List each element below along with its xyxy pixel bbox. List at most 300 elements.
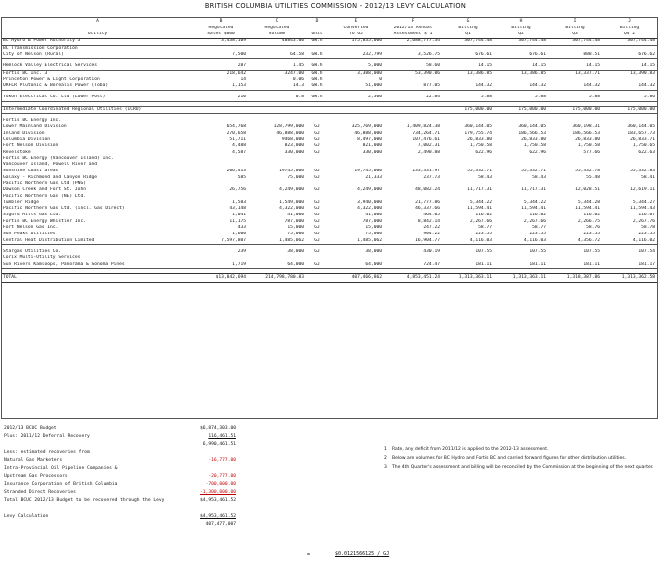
cell: Fortis BC Energy (Vancouver Island) Inc. bbox=[3, 155, 114, 161]
cell: 237.73 bbox=[423, 174, 440, 180]
cell: $13,842,694 bbox=[194, 274, 248, 283]
cell: 360,144.05 bbox=[627, 124, 655, 130]
column-letters-row bbox=[2, 18, 657, 26]
cell: 3,940,000 bbox=[357, 200, 382, 205]
footnote-number: 1 bbox=[384, 447, 387, 452]
cell: 1,313,363.11 bbox=[442, 274, 494, 283]
cell: GJ bbox=[314, 249, 320, 254]
cell: 13,386.85 bbox=[521, 70, 546, 76]
cell: 5,344.28 bbox=[577, 200, 600, 205]
cell: Inland Division bbox=[3, 130, 45, 136]
cell: GW.h bbox=[306, 63, 328, 70]
cell: Fortis BC Inc. 3 bbox=[3, 70, 48, 76]
cell: GJ bbox=[314, 124, 320, 130]
cell: ORFLR Plutonic & Borealis Power (Toba) bbox=[2, 83, 194, 90]
cell: 116.02 bbox=[583, 212, 600, 218]
cell bbox=[602, 45, 657, 52]
cell: 75,000 bbox=[287, 174, 304, 180]
cell: 218,642 bbox=[226, 70, 246, 76]
cell bbox=[306, 45, 328, 52]
cell: 2,688,777.34 bbox=[384, 38, 442, 45]
cell: Intermediate Coordinated Regional Utilities (ICRU) bbox=[2, 106, 194, 113]
cell: Billing bbox=[511, 26, 531, 31]
cell bbox=[248, 106, 306, 113]
cell: Assessment $ 1 bbox=[384, 32, 442, 39]
cell: Pacific Northern Gas (NE) Ltd. bbox=[3, 193, 86, 199]
table-row bbox=[2, 52, 657, 59]
cell: 14.15 bbox=[548, 63, 602, 70]
budget-label: Natural Gas Marketers bbox=[4, 458, 63, 463]
cell: 13,337.71 bbox=[575, 70, 600, 76]
cell bbox=[248, 45, 306, 52]
footnote-text: Rate, any deficit from 2011/12 is applied to the 2012-13 assessment. bbox=[392, 447, 549, 452]
cell: 58.77 bbox=[478, 225, 492, 231]
sheet-title: BRITISH COLUMBIA UTILITIES COMMISSION - 2012/13 LEVY CALCULATION bbox=[204, 2, 467, 10]
cell: Regulated bbox=[208, 26, 234, 31]
cell: 8,842.14 bbox=[417, 218, 440, 224]
cell bbox=[442, 45, 494, 52]
cell: A bbox=[96, 18, 99, 24]
cell: 144.32 bbox=[602, 83, 657, 90]
cell: 821,000 bbox=[362, 143, 382, 149]
cell: 15,000 bbox=[287, 225, 304, 231]
total-row bbox=[2, 274, 657, 283]
cell: 55,332.83 bbox=[630, 168, 655, 174]
cell: 186,566.53 bbox=[518, 130, 546, 136]
cell: 26,756 bbox=[229, 187, 246, 193]
cell: 2,267.76 bbox=[632, 218, 655, 224]
cell: 307,744.48 bbox=[548, 38, 602, 45]
budget-value: -16,777.00 bbox=[208, 458, 236, 463]
cell: Central Heat Distribution Limited bbox=[2, 238, 194, 245]
cell: 7,002.31 bbox=[417, 143, 440, 149]
cell: 16,904.77 bbox=[384, 238, 442, 245]
cell: GJ bbox=[314, 143, 320, 149]
cell: Regulated bbox=[264, 26, 290, 31]
cell: 1,318,387.86 bbox=[548, 274, 602, 283]
budget-label: Total BCUC 2012/13 Budget to be recovered through the Levy bbox=[4, 498, 165, 503]
cell: 1,750.58 bbox=[577, 143, 600, 149]
cell: 9468,000 bbox=[281, 137, 304, 142]
cell: 3,438,109 bbox=[194, 38, 248, 45]
table-row bbox=[2, 38, 657, 45]
cell: GJ bbox=[314, 225, 320, 231]
cell: 270,658 bbox=[226, 130, 246, 136]
cell: 1,313,363.11 bbox=[494, 274, 548, 283]
cell: GJ bbox=[314, 231, 320, 237]
budget-value: $4,953,461.52 bbox=[200, 498, 236, 503]
budget-section bbox=[4, 427, 644, 531]
cell: Pacific Northern Gas Ltd (PNG) bbox=[3, 181, 86, 186]
cell: 676.61 bbox=[442, 52, 494, 59]
table-row bbox=[2, 63, 657, 70]
cell: 186,566.53 bbox=[572, 130, 600, 136]
cell bbox=[194, 106, 248, 113]
cell: 107.55 bbox=[583, 249, 600, 254]
cell: 433 bbox=[237, 225, 246, 231]
cell: 175,000.00 bbox=[602, 106, 657, 113]
cell: 51,711 bbox=[229, 137, 246, 142]
cell: 577.66 bbox=[583, 149, 600, 155]
cell: To GJ bbox=[328, 32, 384, 39]
budget-row bbox=[4, 523, 644, 531]
cell: 55,332.71 bbox=[521, 168, 546, 174]
cell: 622.96 bbox=[475, 149, 492, 155]
table-row bbox=[2, 83, 657, 90]
cell bbox=[328, 106, 384, 113]
cell: 330,000 bbox=[284, 149, 304, 155]
cell: 5,344.22 bbox=[523, 200, 546, 205]
cell: 55,332.78 bbox=[575, 168, 600, 174]
budget-label: Plus: 2011/12 Deferral Recovery bbox=[4, 434, 90, 439]
cell: 5,344.22 bbox=[469, 200, 492, 205]
cell: Corix Multi-Utility Services bbox=[3, 255, 81, 261]
budget-row bbox=[4, 499, 644, 507]
cell: 75,000 bbox=[365, 231, 382, 237]
cell: Q2 bbox=[494, 32, 548, 39]
cell: 307,744.48 bbox=[494, 38, 548, 45]
cell: 307,744.48 bbox=[442, 38, 494, 45]
cell: 116.02 bbox=[529, 212, 546, 218]
cell: 12,619.11 bbox=[630, 187, 655, 193]
cell: 787,000 bbox=[362, 218, 382, 224]
cell: 5.88 bbox=[548, 95, 602, 102]
cell: 3,388,000 bbox=[357, 70, 382, 76]
cell: F bbox=[411, 18, 415, 24]
cell: 21,333 bbox=[365, 174, 382, 180]
cell: 13,390.83 bbox=[630, 70, 655, 76]
cell: C bbox=[275, 18, 279, 24]
cell: 1,750.58 bbox=[469, 143, 492, 149]
budget-row bbox=[4, 427, 644, 435]
budget-label: Intra-Provincial Oil Pipeline Companies & bbox=[4, 466, 118, 471]
cell: 1.45 bbox=[248, 63, 306, 70]
levy-rate: $0.0121566125 / GJ bbox=[335, 551, 390, 557]
budget-value: 116,461.51 bbox=[208, 434, 236, 439]
cell: 877.05 bbox=[384, 83, 442, 90]
cell: 21,777.86 bbox=[415, 200, 440, 205]
cell: 0.06 bbox=[292, 76, 304, 82]
cell: 11,594.41 bbox=[467, 206, 492, 212]
cell: 1,041 bbox=[232, 212, 246, 218]
cell: 676.61 bbox=[494, 52, 548, 59]
cell: 7,500 bbox=[194, 52, 248, 59]
cell bbox=[194, 45, 248, 52]
cell: 1,485,062 bbox=[248, 238, 306, 245]
cell: Q3 bbox=[548, 32, 602, 39]
cell: 19,745,000 bbox=[354, 168, 382, 174]
cell: 0.8 bbox=[248, 95, 306, 102]
cell: GW.h bbox=[311, 70, 323, 76]
notes bbox=[384, 447, 654, 474]
cell: 58.78 bbox=[641, 225, 655, 231]
cell: Tumbler Ridge bbox=[3, 200, 39, 205]
cell: Columbia Division bbox=[3, 137, 51, 142]
footnote-number: 3 bbox=[384, 465, 387, 471]
cell: Converted bbox=[343, 26, 369, 31]
cell: 2,266.75 bbox=[577, 218, 600, 224]
cell: 175,000.00 bbox=[442, 106, 494, 113]
cell: Revelstoke bbox=[3, 149, 31, 155]
cell: 144.32 bbox=[494, 83, 548, 90]
footnote bbox=[384, 465, 654, 471]
cell: 585 bbox=[237, 174, 246, 180]
cell: 22.84 bbox=[384, 95, 442, 102]
cell: 4,116.02 bbox=[602, 238, 657, 245]
cell: 179,755.74 bbox=[464, 130, 492, 136]
cell bbox=[384, 106, 442, 113]
cell: 4,249,000 bbox=[357, 187, 382, 193]
cell: 38,000 bbox=[365, 249, 382, 254]
cell: Fortis BC Energy Inc. bbox=[3, 118, 62, 124]
table-row bbox=[2, 106, 657, 113]
cell: 26,833.80 bbox=[575, 137, 600, 142]
cell: 1,719 bbox=[194, 262, 248, 269]
cell: 1,583 bbox=[232, 200, 246, 205]
cell: 183,657.73 bbox=[627, 130, 655, 136]
cell: 14.15 bbox=[602, 63, 657, 70]
cell: 247.22 bbox=[423, 225, 440, 231]
cell: 2012/13 Annual bbox=[393, 26, 433, 31]
cell: 3247.00 bbox=[284, 70, 304, 76]
cell: 19745,000 bbox=[279, 168, 304, 174]
cell: 223.55 bbox=[475, 231, 492, 237]
cell: 7,597,807 bbox=[194, 238, 248, 245]
cell: 287 bbox=[194, 63, 248, 70]
cell: 53,390.86 bbox=[415, 70, 440, 76]
cell: Sunshine Coast areas bbox=[3, 168, 59, 174]
cell: Unit bbox=[306, 32, 328, 39]
cell: 2,300 bbox=[328, 95, 384, 102]
cell: 5.88 bbox=[494, 95, 548, 102]
cell: 4,322,000 bbox=[357, 206, 382, 212]
cell: 654,768 bbox=[226, 124, 246, 130]
cell: 64,000 bbox=[248, 262, 306, 269]
cell: 175,835,000 bbox=[328, 38, 384, 45]
cell: 2,267.66 bbox=[523, 218, 546, 224]
cell: 1,750.65 bbox=[632, 143, 655, 149]
cell bbox=[328, 45, 384, 52]
footnote bbox=[384, 447, 654, 453]
cell: Sun Peaks Utilities bbox=[3, 231, 56, 237]
cell: GW.h bbox=[311, 76, 323, 82]
table-row bbox=[2, 45, 657, 52]
table-row bbox=[2, 238, 657, 245]
cell: Q1 bbox=[442, 32, 494, 39]
cell bbox=[384, 45, 442, 52]
cell: GJ bbox=[314, 218, 320, 224]
cell: 1,313,362.58 bbox=[602, 274, 657, 283]
cell: 407,466,862 bbox=[328, 274, 384, 283]
cell: 58.76 bbox=[586, 225, 600, 231]
cell: 734,264.71 bbox=[412, 130, 440, 136]
cell: 724.47 bbox=[384, 262, 442, 269]
cell: 107.55 bbox=[529, 249, 546, 254]
budget-value: 407,477,007 bbox=[205, 522, 236, 527]
budget-value: 6,990,461.51 bbox=[202, 442, 236, 447]
cell: Princeton Power & Light Corporation bbox=[3, 76, 100, 82]
cell: 5,000 bbox=[328, 63, 384, 70]
levy-equals: = bbox=[307, 552, 311, 558]
cell: 14.15 bbox=[494, 63, 548, 70]
cell: 26,833.80 bbox=[467, 137, 492, 142]
budget-row bbox=[4, 435, 644, 443]
cell: 128,799,000 bbox=[273, 124, 304, 130]
cell: 46,888,000 bbox=[276, 130, 304, 136]
cell: 175,000.00 bbox=[548, 106, 602, 113]
footnote-text: The 4th Quarter's assessment and billing will be reconciled by the Commission at the beginning of the next quarter. bbox=[392, 465, 654, 471]
cell: 622.96 bbox=[529, 149, 546, 155]
cell: 11,175 bbox=[229, 218, 246, 224]
table-row bbox=[2, 70, 657, 77]
cell: 325,769,000 bbox=[351, 124, 382, 130]
cell: E bbox=[354, 18, 358, 24]
budget-row bbox=[4, 515, 644, 523]
cell bbox=[306, 106, 328, 113]
cell: 676.62 bbox=[602, 52, 657, 59]
cell: Fort Nelson Gas Inc. bbox=[3, 225, 59, 231]
cell: 48843.00 bbox=[248, 38, 306, 45]
cell: G bbox=[466, 18, 470, 24]
budget-value: $6,874,303.00 bbox=[200, 426, 236, 431]
cell: 206,413 bbox=[226, 168, 246, 174]
cell: 787,000 bbox=[284, 218, 304, 224]
cell: 41,000 bbox=[287, 212, 304, 218]
cell: 214,798,780.83 bbox=[248, 274, 306, 283]
cell: 8,497,000 bbox=[357, 137, 382, 142]
cell: 4,587 bbox=[232, 149, 246, 155]
cell: 223.55 bbox=[638, 231, 655, 237]
cell: 116.07 bbox=[638, 212, 655, 218]
cell: 46,337.66 bbox=[415, 206, 440, 212]
cell: 1,600 bbox=[232, 231, 246, 237]
cell: 430.19 bbox=[423, 249, 440, 254]
cell: GJ bbox=[314, 130, 320, 136]
cell: 4,853,451.24 bbox=[384, 274, 442, 283]
table-row bbox=[2, 262, 657, 269]
cell: 181.11 bbox=[548, 262, 602, 269]
budget-row bbox=[4, 507, 644, 515]
cell: 360,198.31 bbox=[572, 124, 600, 130]
cell: 41,000 bbox=[365, 212, 382, 218]
cell: 307,744.48 bbox=[602, 38, 657, 45]
cell: 107,476.61 bbox=[412, 137, 440, 142]
cell: 5,344.27 bbox=[632, 200, 655, 205]
cell: 1,549,000 bbox=[279, 200, 304, 205]
cell bbox=[306, 274, 328, 283]
cell: Sales $000 bbox=[194, 32, 248, 39]
cell: GW.h bbox=[306, 52, 328, 59]
cell: GJ bbox=[314, 212, 320, 218]
cell: 622.63 bbox=[638, 149, 655, 155]
cell: 4,249,000 bbox=[279, 187, 304, 193]
budget-value: -700,000.00 bbox=[205, 482, 236, 487]
cell: 58.43 bbox=[478, 174, 492, 180]
cell: 1,153 bbox=[194, 83, 248, 90]
cell: 233,331.97 bbox=[412, 168, 440, 174]
cell: 14 bbox=[240, 76, 246, 82]
cell: 11,594.41 bbox=[521, 206, 546, 212]
cell: 1,409,824.38 bbox=[406, 124, 440, 130]
cell: GJ bbox=[314, 206, 320, 212]
cell: GJ bbox=[314, 137, 320, 142]
cell: GJ bbox=[314, 149, 320, 155]
cell: GW.h bbox=[306, 83, 328, 90]
cell: 464.05 bbox=[423, 212, 440, 218]
cell: GJ bbox=[314, 187, 320, 193]
cell: J bbox=[628, 18, 631, 24]
cell: GJ bbox=[306, 262, 328, 269]
cell: City of Nelson (Rural) bbox=[2, 52, 194, 59]
footnote bbox=[384, 456, 654, 462]
cell: 26,833.71 bbox=[630, 137, 655, 142]
cell: 239 bbox=[237, 249, 246, 254]
cell: 1,750.58 bbox=[523, 143, 546, 149]
cell: 360,144.05 bbox=[518, 124, 546, 130]
cell: 15,000 bbox=[365, 225, 382, 231]
cell: 58.60 bbox=[384, 63, 442, 70]
cell: 14.3 bbox=[248, 83, 306, 90]
cell: 823,000 bbox=[284, 143, 304, 149]
cell: 4,356.72 bbox=[548, 238, 602, 245]
cell: 3,526.75 bbox=[384, 52, 442, 59]
cell: Stargas Utilities Co. bbox=[3, 249, 62, 254]
budget-label: Levy Calculation bbox=[4, 514, 49, 519]
budget-label: Insurance Corporation of British Columbia bbox=[4, 482, 118, 487]
table-row bbox=[2, 95, 657, 102]
footnote-number: 2 bbox=[384, 456, 387, 462]
cell: 55,332.71 bbox=[467, 168, 492, 174]
cell: 64,000 bbox=[328, 262, 384, 269]
cell: 75,000 bbox=[287, 231, 304, 237]
cell: 175,000.00 bbox=[494, 106, 548, 113]
cell: 2,267.66 bbox=[469, 218, 492, 224]
budget-label: 2012/13 BCUC Budget bbox=[4, 426, 57, 431]
cell: Lower Mainland Division bbox=[3, 124, 67, 130]
cell: 43,148 bbox=[229, 206, 246, 212]
cell: 14.15 bbox=[442, 63, 494, 70]
cell: GW.h bbox=[306, 38, 328, 45]
budget-label: Upstream Gas Processors bbox=[4, 474, 68, 479]
cell: 144.32 bbox=[442, 83, 494, 90]
cell: GJ bbox=[314, 174, 320, 180]
cell: 4,488 bbox=[232, 143, 246, 149]
cell bbox=[494, 45, 548, 52]
cell: Volume bbox=[248, 32, 306, 39]
budget-value: -20,777.00 bbox=[208, 474, 236, 479]
cell: 107.55 bbox=[475, 249, 492, 254]
cell: Galaxy - Richmond and Canyon Ridge bbox=[3, 174, 98, 180]
cell: B bbox=[219, 18, 223, 24]
cell: 12,028.51 bbox=[575, 187, 600, 193]
cell: Vancouver Island, Powell River and bbox=[3, 162, 98, 168]
cell: Q4 2 bbox=[602, 32, 657, 39]
budget-label: Stranded Direct Recoveries bbox=[4, 490, 76, 495]
cell: GJ bbox=[314, 200, 320, 205]
cell: GW.h bbox=[306, 95, 328, 102]
cell: 55.48 bbox=[586, 174, 600, 180]
cell bbox=[548, 45, 602, 52]
cell: 58.77 bbox=[532, 225, 546, 231]
cell: 181.11 bbox=[442, 262, 494, 269]
cell: 58.41 bbox=[641, 174, 655, 180]
cell: 232,799 bbox=[328, 52, 384, 59]
cell: Pacific Northern Gas Ltd. (incl. Gas Direct) bbox=[3, 206, 125, 212]
cell: 4,322,000 bbox=[279, 206, 304, 212]
cell: TOTAL bbox=[2, 274, 194, 283]
cell: Sun Rivers Kamloops, Panorama & Sonoma Pines bbox=[2, 262, 194, 269]
cell: 116.02 bbox=[475, 212, 492, 218]
